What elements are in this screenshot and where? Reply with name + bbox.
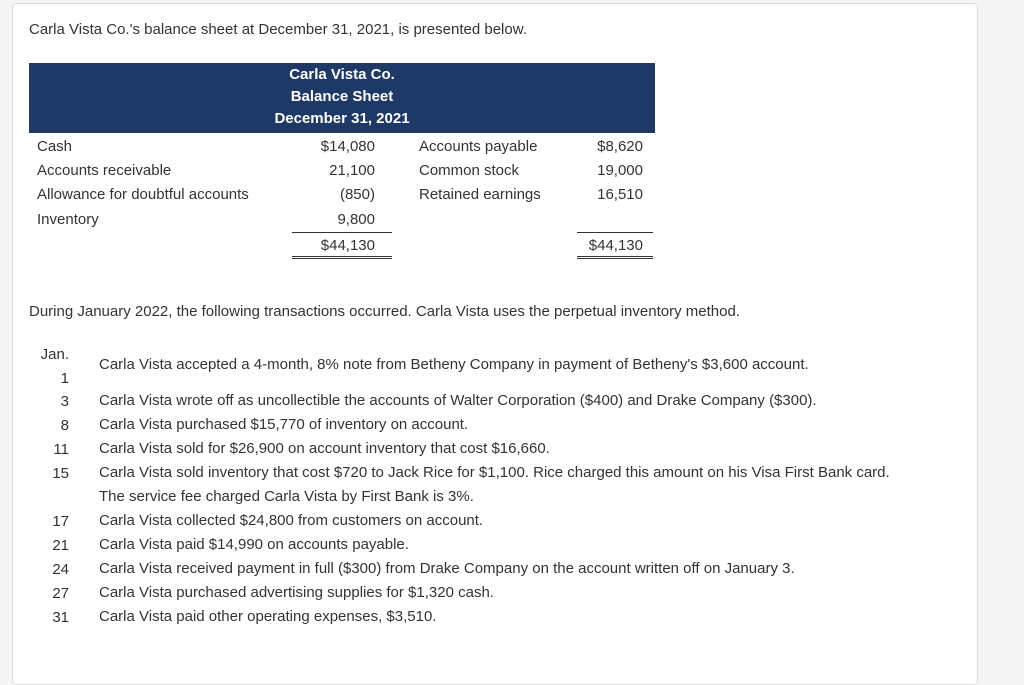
balance-sheet xyxy=(29,63,655,254)
asset-amount-ar: 21,100 xyxy=(329,162,375,179)
liability-amount-ap: $8,620 xyxy=(597,138,643,155)
tx-month: Jan. xyxy=(40,346,69,363)
transactions-intro: During January 2022, the following transactions occurred. Carla Vista uses the perpetual inventory method. xyxy=(29,303,740,320)
assets-total-rule xyxy=(292,256,392,259)
tx-text: Carla Vista collected $24,800 from customers on account. xyxy=(99,512,484,529)
tx-text: Carla Vista paid other operating expenses, $3,510. xyxy=(99,608,437,625)
tx-text: Carla Vista received payment in full ($300) from Drake Company on the account written off on January 3. xyxy=(99,560,795,577)
content-card xyxy=(12,3,978,685)
equity-amount-common-stock: 19,000 xyxy=(597,162,643,179)
tx-day: 17 xyxy=(52,513,69,530)
asset-label-inventory: Inventory xyxy=(37,211,99,228)
statement-title: Balance Sheet xyxy=(290,88,394,105)
tx-day: 21 xyxy=(52,537,69,554)
balance-sheet-header xyxy=(29,63,655,133)
tx-day: 31 xyxy=(52,609,69,626)
equity-amount-retained-earnings: 16,510 xyxy=(597,186,643,203)
tx-day: 11 xyxy=(53,441,69,458)
company-name: Carla Vista Co. xyxy=(289,66,395,83)
asset-amount-cash: $14,080 xyxy=(320,138,375,155)
tx-day: 3 xyxy=(60,393,69,410)
tx-day: 8 xyxy=(60,417,69,434)
le-total: $44,130 xyxy=(588,237,643,254)
asset-label-cash: Cash xyxy=(37,138,73,155)
asset-label-allowance: Allowance for doubtful accounts xyxy=(37,186,249,203)
tx-day: 24 xyxy=(52,561,69,578)
assets-total: $44,130 xyxy=(320,237,375,254)
statement-date: December 31, 2021 xyxy=(274,110,410,127)
tx-text: Carla Vista paid $14,990 on accounts payable. xyxy=(99,536,409,553)
equity-label-retained-earnings: Retained earnings xyxy=(419,186,541,203)
le-subtotal-rule xyxy=(577,232,653,233)
le-total-rule xyxy=(577,256,653,259)
tx-day: 15 xyxy=(52,465,69,482)
tx-day: 1 xyxy=(60,370,69,387)
tx-text: Carla Vista accepted a 4-month, 8% note from Betheny Company in payment of Betheny's $3,600 account. xyxy=(99,356,809,373)
assets-subtotal-rule xyxy=(292,232,392,233)
asset-amount-allowance: (850) xyxy=(339,186,375,203)
tx-day: 27 xyxy=(52,585,69,602)
tx-text: Carla Vista sold for $26,900 on account inventory that cost $16,660. xyxy=(99,440,550,457)
tx-text: Carla Vista sold inventory that cost $720 to Jack Rice for $1,100. Rice charged this amount on his Visa First Bank card. xyxy=(99,464,890,481)
asset-label-ar: Accounts receivable xyxy=(37,162,172,179)
tx-text: Carla Vista wrote off as uncollectible the accounts of Walter Corporation ($400) and Drake Company ($300). xyxy=(99,392,817,409)
liability-label-ap: Accounts payable xyxy=(419,138,538,155)
tx-text: Carla Vista purchased $15,770 of inventory on account. xyxy=(99,416,469,433)
intro-text: Carla Vista Co.'s balance sheet at December 31, 2021, is presented below. xyxy=(29,21,527,38)
asset-amount-inventory: 9,800 xyxy=(337,211,375,228)
equity-label-common-stock: Common stock xyxy=(419,162,520,179)
tx-text: Carla Vista purchased advertising supplies for $1,320 cash. xyxy=(99,584,494,601)
tx-text-continued: The service fee charged Carla Vista by First Bank is 3%. xyxy=(99,488,474,505)
